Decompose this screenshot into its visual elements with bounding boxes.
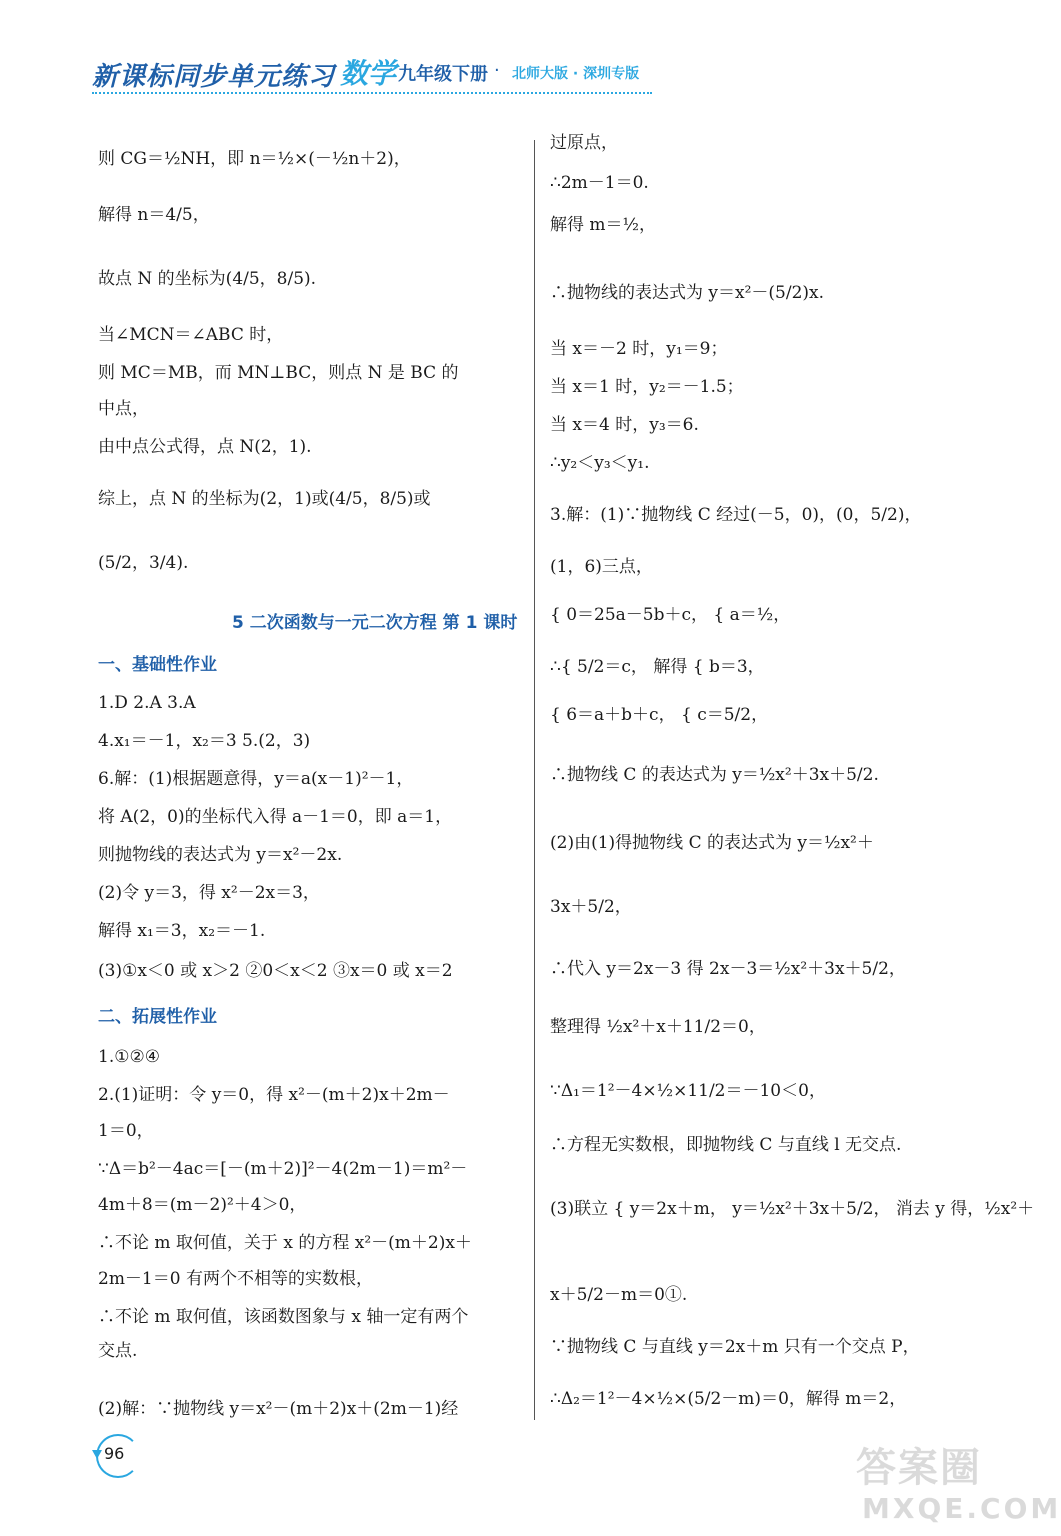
right-text-line: 3x＋5/2， bbox=[550, 897, 632, 917]
left-text-line: 交点. bbox=[98, 1341, 138, 1361]
header-divider bbox=[92, 92, 652, 94]
left-text-line: 解得 x₁＝3，x₂＝－1. bbox=[98, 921, 266, 941]
left-text-line: ∵Δ＝b²－4ac＝[－(m＋2)]²－4(2m－1)＝m²－ bbox=[98, 1159, 468, 1179]
page-number-badge bbox=[90, 1432, 142, 1476]
grade-label: 九年级下册 bbox=[398, 64, 488, 85]
left-text-line: 当∠MCN＝∠ABC 时， bbox=[98, 325, 284, 345]
left-text-line: 2.(1)证明：令 y＝0，得 x²－(m＋2)x＋2m－ bbox=[98, 1085, 450, 1105]
left-text-line: (2)令 y＝3，得 x²－2x＝3， bbox=[98, 883, 320, 903]
right-text-line: { 6＝a＋b＋c， { c＝5/2， bbox=[550, 705, 769, 725]
left-text-line: 4m＋8＝(m－2)²＋4＞0， bbox=[98, 1195, 307, 1215]
left-text-line: ∴不论 m 取何值，关于 x 的方程 x²－(m＋2)x＋ bbox=[98, 1233, 472, 1253]
left-text-line: 则抛物线的表达式为 y＝x²－2x. bbox=[98, 845, 343, 865]
page-number: 96 bbox=[104, 1444, 125, 1463]
left-text-line: ∴不论 m 取何值，该函数图象与 x 轴一定有两个 bbox=[98, 1307, 469, 1327]
column-divider bbox=[534, 140, 535, 1420]
right-text-line: x＋5/2－m＝0①. bbox=[550, 1285, 688, 1305]
right-text-line: (3)联立 { y＝2x＋m， y＝½x²＋3x＋5/2， 消去 y 得，½x²＋ bbox=[550, 1199, 1035, 1219]
left-text-line: 由中点公式得，点 N(2，1). bbox=[98, 437, 312, 457]
left-text-line: 一、基础性作业 bbox=[98, 655, 217, 675]
right-text-line: ∴y₂＜y₃＜y₁. bbox=[550, 453, 650, 473]
right-text-line: 当 x＝1 时，y₂＝－1.5； bbox=[550, 377, 744, 397]
right-text-line: 整理得 ½x²＋x＋11/2＝0， bbox=[550, 1017, 766, 1037]
right-text-line: (1，6)三点， bbox=[550, 557, 653, 577]
right-text-line: ∵Δ₁＝1²－4×½×11/2＝－10＜0， bbox=[550, 1081, 826, 1101]
left-text-line: 1＝0， bbox=[98, 1121, 154, 1141]
left-text-line: 2m－1＝0 有两个不相等的实数根， bbox=[98, 1269, 373, 1289]
header-separator-dot: · bbox=[494, 60, 500, 81]
left-text-line: (2)解：∵抛物线 y＝x²－(m＋2)x＋(2m－1)经 bbox=[98, 1399, 459, 1419]
watermark-bottom-text: MXQE.COM bbox=[862, 1492, 1061, 1525]
right-text-line: ∴{ 5/2＝c， 解得 { b＝3， bbox=[550, 657, 765, 677]
right-text-line: (2)由(1)得抛物线 C 的表达式为 y＝½x²＋ bbox=[550, 833, 874, 853]
page-header bbox=[92, 52, 672, 96]
subject-label: 数学 bbox=[340, 57, 397, 90]
left-text-line: 将 A(2，0)的坐标代入得 a－1＝0，即 a＝1， bbox=[98, 807, 453, 827]
right-text-line: ∴抛物线 C 的表达式为 y＝½x²＋3x＋5/2. bbox=[550, 765, 879, 785]
left-text-line: 则 CG＝½NH，即 n＝½×(－½n＋2)， bbox=[98, 149, 411, 169]
left-text-line: 二、拓展性作业 bbox=[98, 1007, 217, 1027]
right-text-line: ∴抛物线的表达式为 y＝x²－(5/2)x. bbox=[550, 283, 825, 303]
left-text-line: (5/2，3/4). bbox=[98, 553, 189, 573]
right-text-line: ∴Δ₂＝1²－4×½×(5/2－m)＝0，解得 m＝2， bbox=[550, 1389, 907, 1409]
watermark-logo bbox=[856, 1436, 1061, 1532]
left-text-line: 解得 n＝4/5， bbox=[98, 205, 210, 225]
triangle-marker-icon bbox=[92, 1450, 102, 1459]
right-text-line: ∴2m－1＝0. bbox=[550, 173, 649, 193]
right-text-line: 3.解：(1)∵抛物线 C 经过(－5，0)，(0，5/2)， bbox=[550, 505, 922, 525]
right-text-line: 过原点， bbox=[550, 133, 618, 153]
watermark-top-text: 答案圈 bbox=[856, 1445, 982, 1491]
right-text-line: ∴代入 y＝2x－3 得 2x－3＝½x²＋3x＋5/2， bbox=[550, 959, 906, 979]
left-text-line: 5 二次函数与一元二次方程 第 1 课时 bbox=[232, 613, 518, 633]
left-text-line: 4.x₁＝－1，x₂＝3 5.(2，3) bbox=[98, 731, 311, 751]
left-text-line: (3)①x＜0 或 x＞2 ②0＜x＜2 ③x＝0 或 x＝2 bbox=[98, 961, 453, 981]
series-title: 新课标同步单元练习 bbox=[92, 62, 336, 92]
left-text-line: 6.解：(1)根据题意得，y＝a(x－1)²－1， bbox=[98, 769, 414, 789]
left-text-line: 1.①②④ bbox=[98, 1047, 160, 1067]
left-text-line: 综上，点 N 的坐标为(2，1)或(4/5，8/5)或 bbox=[98, 489, 431, 509]
left-text-line: 故点 N 的坐标为(4/5，8/5). bbox=[98, 269, 317, 289]
right-text-line: { 0＝25a－5b＋c， { a＝½， bbox=[550, 605, 791, 625]
left-text-line: 中点， bbox=[98, 399, 149, 419]
right-text-line: ∵抛物线 C 与直线 y＝2x＋m 只有一个交点 P， bbox=[550, 1337, 920, 1357]
left-text-line: 1.D 2.A 3.A bbox=[98, 693, 196, 713]
left-text-line: 则 MC＝MB，而 MN⊥BC，则点 N 是 BC 的 bbox=[98, 363, 459, 383]
right-text-line: 当 x＝4 时，y₃＝6. bbox=[550, 415, 699, 435]
edition-label: 北师大版 · 深圳专版 bbox=[512, 66, 640, 82]
right-text-line: 解得 m＝½， bbox=[550, 215, 657, 235]
right-text-line: 当 x＝－2 时，y₁＝9； bbox=[550, 339, 728, 359]
right-text-line: ∴方程无实数根，即抛物线 C 与直线 l 无交点. bbox=[550, 1135, 902, 1155]
